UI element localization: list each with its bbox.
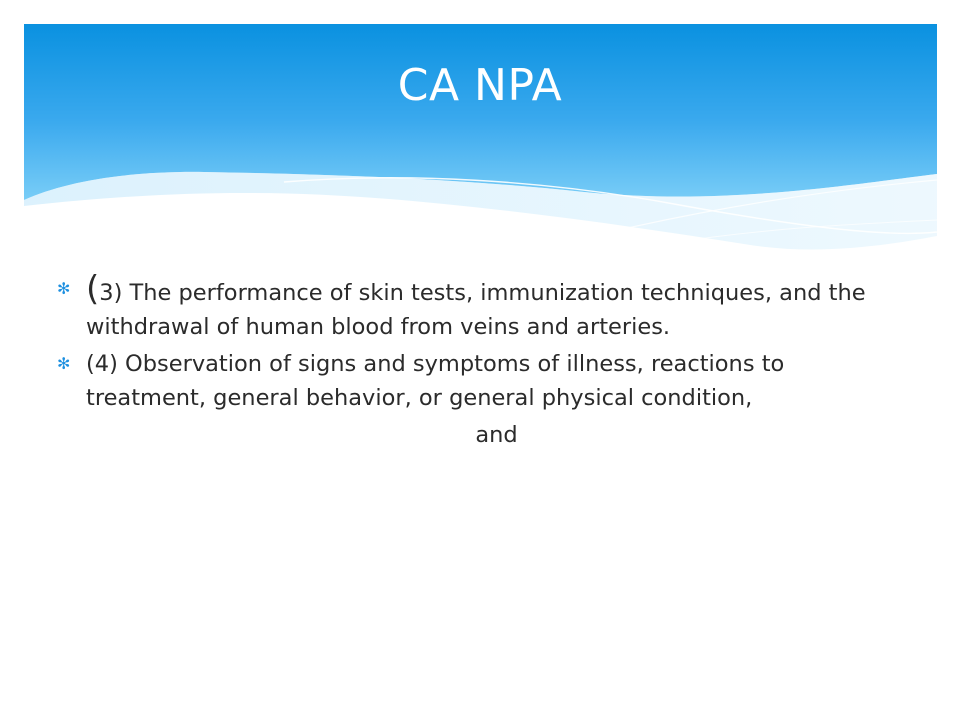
- asterisk-icon: ✻: [57, 279, 71, 298]
- bullet-item-3: [57, 269, 907, 344]
- slide-title: CA NPA: [397, 60, 563, 111]
- bullet-text: (4) Observation of signs and symptoms of illness, reactions to treatment, general behavior, or general physical condition,: [86, 351, 785, 411]
- bullet-item-4: [57, 347, 907, 415]
- asterisk-icon: ✻: [57, 354, 71, 373]
- bullet-open-paren: (: [86, 269, 100, 309]
- bullet-text: 3) The performance of skin tests, immunization techniques, and the withdrawal of human blood from veins and arteries.: [86, 280, 866, 340]
- bullet-list: [57, 269, 907, 452]
- trailing-text: and: [475, 422, 518, 448]
